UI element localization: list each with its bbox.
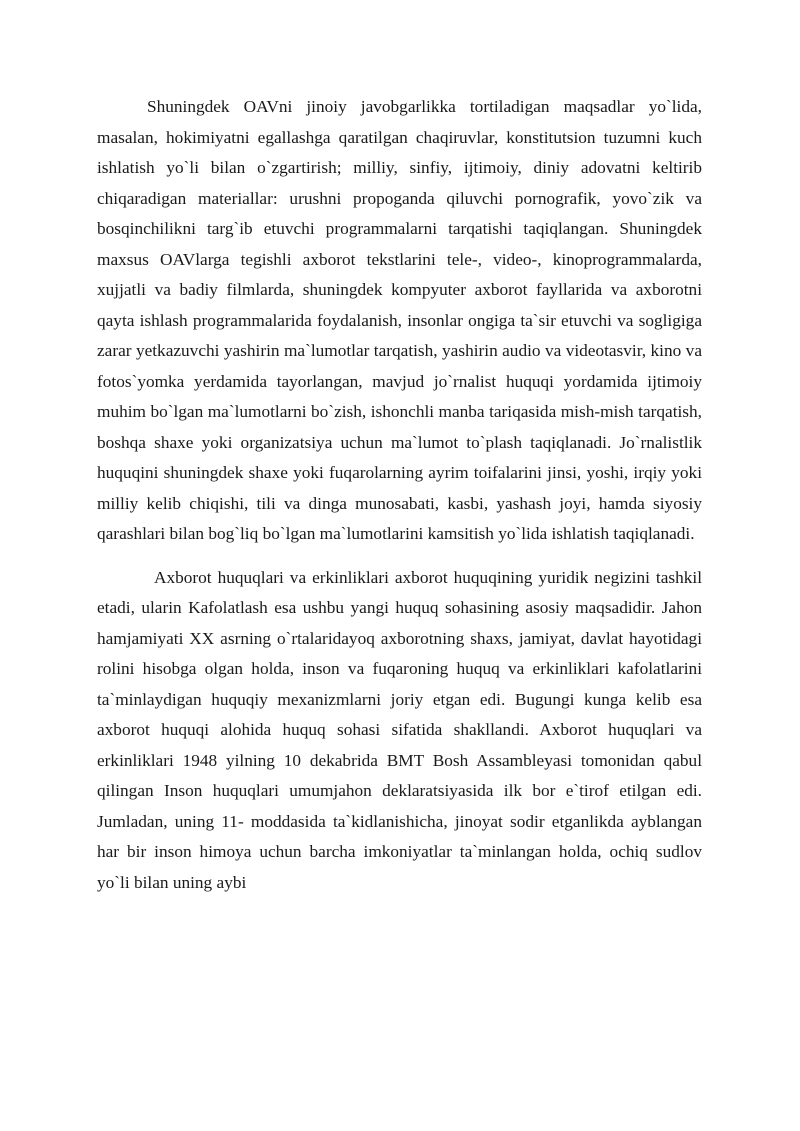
document-page: [97, 92, 702, 898]
paragraph-1: Shuningdek OAVni jinoiy javobgarlikka tortiladigan maqsadlar yo`lida, masalan, hokimiyatni egallashga qaratilgan chaqiruvlar, konstitutsion tuzumni kuch ishlatish yo`li bilan o`zgartirish; milliy, sinfiy, ijtimoiy, diniy adovatni keltirib chiqaradigan materiallar: urushni propoganda qiluvchi pornografik, yovo`zik va bosqinchilikni targ`ib etuvchi programmalarni tarqatishi taqiqlangan. Shuningdek maxsus OAVlarga tegishli axborot tekstlarini tele-, video-, kinoprogrammalarda, xujjatli va badiy filmlarda, shuningdek kompyuter axborot fayllarida va axborotni qayta ishlash programmalarida foydalanish, insonlar ongiga ta`sir etuvchi va sogligiga zarar yetkazuvchi yashirin ma`lumotlar tarqatish, yashirin audio va videotasvir, kino va fotos`yomka yerdamida tayorlangan, mavjud jo`rnalist huquqi yordamida ijtimoiy muhim bo`lgan ma`lumotlarni bo`zish, ishonchli manba tariqasida mish-mish tarqatish, boshqa shaxe yoki organizatsiya uchun ma`lumot to`plash taqiqlanadi. Jo`rnalistlik huquqini shuningdek shaxe yoki fuqarolarning ayrim toifalarini jinsi, yoshi, irqiy yoki milliy kelib chiqishi, tili va dinga munosabati, kasbi, yashash joyi, hamda siyosiy qarashlari bilan bog`liq bo`lgan ma`lumotlarini kamsitish yo`lida ishlatish taqiqlanadi.: [97, 97, 702, 543]
paragraph-2: Axborot huquqlari va erkinliklari axborot huquqining yuridik negizini tashkil etadi, ularin Kafolatlash esa ushbu yangi huquq sohasining asosiy maqsadidir. Jahon hamjamiyati XX asrning o`rtalaridayoq axborotning shaxs, jamiyat, davlat hayotidagi rolini hisobga olgan holda, inson va fuqaroning huquq va erkinliklari kafolatlarini ta`minlaydigan huquqiy mexanizmlarni joriy etgan edi. Bugungi kunga kelib esa axborot huquqi alohida huquq sohasi sifatida shakllandi. Axborot huquqlari va erkinliklari 1948 yilning 10 dekabrida BMT Bosh Assambleyasi tomonidan qabul qilingan Inson huquqlari umumjahon deklaratsiyasida ilk bor e`tirof etilgan edi. Jumladan, uning 11- moddasida ta`kidlanishicha, jinoyat sodir etganlikda ayblangan har bir inson himoya uchun barcha imkoniyatlar ta`minlangan holda, ochiq sudlov yo`li bilan uning aybi: [97, 567, 702, 892]
